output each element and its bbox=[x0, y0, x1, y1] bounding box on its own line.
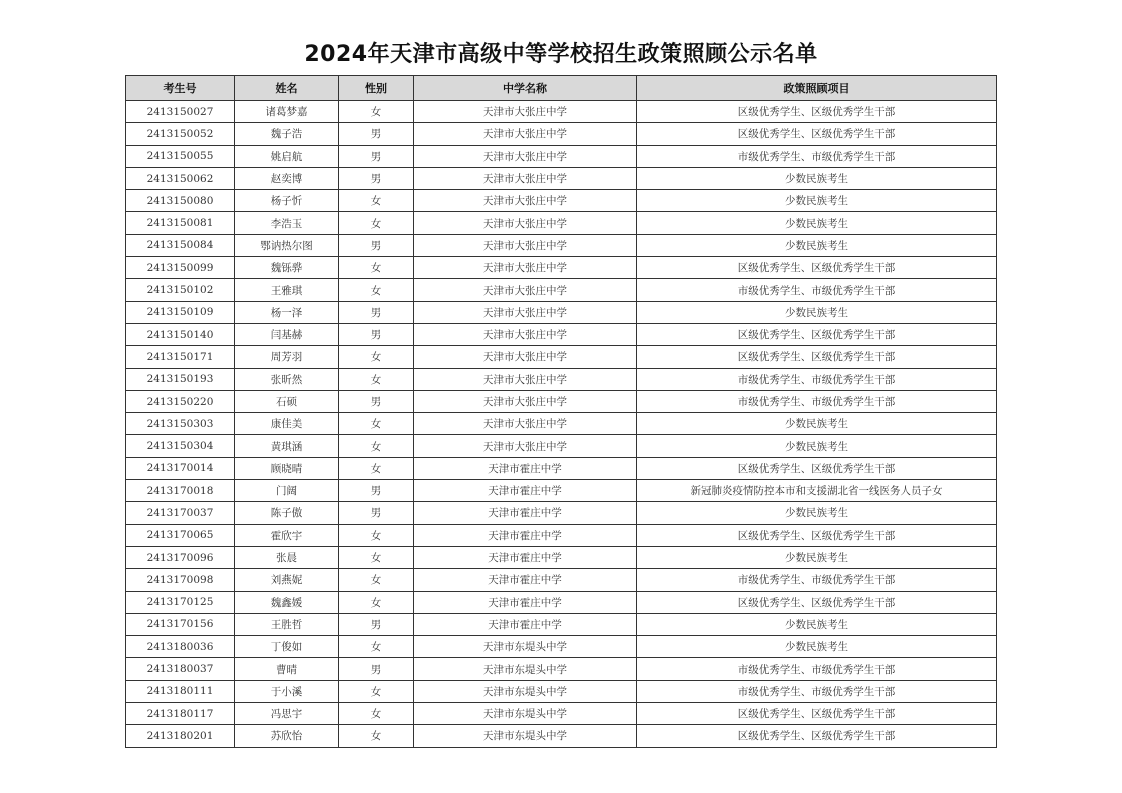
table-body bbox=[126, 101, 997, 748]
cell-school: 天津市大张庄中学 bbox=[414, 101, 637, 123]
cell-school: 天津市东堤头中学 bbox=[414, 636, 637, 658]
cell-name: 石硕 bbox=[235, 390, 339, 412]
cell-school: 天津市大张庄中学 bbox=[414, 323, 637, 345]
cell-name: 赵奕博 bbox=[235, 167, 339, 189]
table-row bbox=[126, 101, 997, 123]
page-title: 2024年天津市高级中等学校招生政策照顾公示名单 bbox=[304, 42, 818, 67]
cell-gender: 女 bbox=[339, 346, 414, 368]
cell-policy: 少数民族考生 bbox=[637, 613, 997, 635]
cell-policy: 市级优秀学生、市级优秀学生干部 bbox=[637, 658, 997, 680]
cell-policy: 少数民族考生 bbox=[637, 435, 997, 457]
cell-policy: 区级优秀学生、区级优秀学生干部 bbox=[637, 591, 997, 613]
cell-name: 苏欣怡 bbox=[235, 725, 339, 747]
cell-school: 天津市大张庄中学 bbox=[414, 145, 637, 167]
cell-exam-id: 2413180036 bbox=[126, 636, 235, 658]
cell-name: 魏子浩 bbox=[235, 123, 339, 145]
cell-name: 门阔 bbox=[235, 480, 339, 502]
cell-exam-id: 2413150304 bbox=[126, 435, 235, 457]
cell-exam-id: 2413170125 bbox=[126, 591, 235, 613]
col-header-name: 姓名 bbox=[235, 76, 339, 101]
cell-gender: 女 bbox=[339, 257, 414, 279]
cell-policy: 少数民族考生 bbox=[637, 546, 997, 568]
cell-exam-id: 2413180111 bbox=[126, 680, 235, 702]
cell-policy: 少数民族考生 bbox=[637, 413, 997, 435]
table-row bbox=[126, 279, 997, 301]
table-row bbox=[126, 257, 997, 279]
cell-gender: 男 bbox=[339, 658, 414, 680]
cell-name: 陈子傲 bbox=[235, 502, 339, 524]
cell-gender: 女 bbox=[339, 524, 414, 546]
cell-policy: 少数民族考生 bbox=[637, 190, 997, 212]
cell-name: 闫基赫 bbox=[235, 323, 339, 345]
cell-policy: 区级优秀学生、区级优秀学生干部 bbox=[637, 457, 997, 479]
cell-policy: 区级优秀学生、区级优秀学生干部 bbox=[637, 323, 997, 345]
cell-school: 天津市东堤头中学 bbox=[414, 680, 637, 702]
table-row bbox=[126, 569, 997, 591]
cell-gender: 女 bbox=[339, 546, 414, 568]
cell-gender: 女 bbox=[339, 435, 414, 457]
table-row bbox=[126, 390, 997, 412]
cell-name: 丁俊如 bbox=[235, 636, 339, 658]
table-row bbox=[126, 346, 997, 368]
cell-exam-id: 2413170098 bbox=[126, 569, 235, 591]
cell-school: 天津市霍庄中学 bbox=[414, 546, 637, 568]
cell-school: 天津市大张庄中学 bbox=[414, 234, 637, 256]
cell-policy: 市级优秀学生、市级优秀学生干部 bbox=[637, 680, 997, 702]
cell-gender: 女 bbox=[339, 591, 414, 613]
table-row bbox=[126, 725, 997, 747]
table-row bbox=[126, 167, 997, 189]
cell-gender: 男 bbox=[339, 301, 414, 323]
table-row bbox=[126, 457, 997, 479]
cell-school: 天津市霍庄中学 bbox=[414, 502, 637, 524]
cell-name: 魏鑫媛 bbox=[235, 591, 339, 613]
cell-name: 曹晴 bbox=[235, 658, 339, 680]
cell-exam-id: 2413170096 bbox=[126, 546, 235, 568]
cell-policy: 区级优秀学生、区级优秀学生干部 bbox=[637, 346, 997, 368]
table-row bbox=[126, 368, 997, 390]
cell-school: 天津市大张庄中学 bbox=[414, 123, 637, 145]
cell-policy: 少数民族考生 bbox=[637, 234, 997, 256]
table-row bbox=[126, 212, 997, 234]
cell-name: 诸葛梦嘉 bbox=[235, 101, 339, 123]
cell-school: 天津市大张庄中学 bbox=[414, 190, 637, 212]
cell-policy: 市级优秀学生、市级优秀学生干部 bbox=[637, 145, 997, 167]
col-header-school: 中学名称 bbox=[414, 76, 637, 101]
cell-name: 杨子忻 bbox=[235, 190, 339, 212]
cell-policy: 新冠肺炎疫情防控本市和支援湖北省一线医务人员子女 bbox=[637, 480, 997, 502]
cell-policy: 少数民族考生 bbox=[637, 167, 997, 189]
cell-gender: 女 bbox=[339, 680, 414, 702]
cell-policy: 区级优秀学生、区级优秀学生干部 bbox=[637, 257, 997, 279]
cell-gender: 女 bbox=[339, 569, 414, 591]
cell-gender: 女 bbox=[339, 703, 414, 725]
cell-school: 天津市东堤头中学 bbox=[414, 703, 637, 725]
cell-school: 天津市霍庄中学 bbox=[414, 613, 637, 635]
cell-gender: 男 bbox=[339, 234, 414, 256]
cell-name: 霍欣宇 bbox=[235, 524, 339, 546]
cell-gender: 男 bbox=[339, 613, 414, 635]
cell-name: 王胜哲 bbox=[235, 613, 339, 635]
cell-exam-id: 2413180117 bbox=[126, 703, 235, 725]
cell-policy: 市级优秀学生、市级优秀学生干部 bbox=[637, 569, 997, 591]
cell-name: 魏铄骅 bbox=[235, 257, 339, 279]
cell-policy: 少数民族考生 bbox=[637, 301, 997, 323]
table-row bbox=[126, 145, 997, 167]
cell-policy: 市级优秀学生、市级优秀学生干部 bbox=[637, 368, 997, 390]
cell-school: 天津市霍庄中学 bbox=[414, 591, 637, 613]
cell-exam-id: 2413170037 bbox=[126, 502, 235, 524]
table-row bbox=[126, 123, 997, 145]
cell-name: 黄琪涵 bbox=[235, 435, 339, 457]
cell-gender: 男 bbox=[339, 390, 414, 412]
cell-exam-id: 2413150171 bbox=[126, 346, 235, 368]
table-row bbox=[126, 680, 997, 702]
cell-gender: 女 bbox=[339, 190, 414, 212]
cell-exam-id: 2413170065 bbox=[126, 524, 235, 546]
cell-school: 天津市大张庄中学 bbox=[414, 435, 637, 457]
cell-school: 天津市大张庄中学 bbox=[414, 390, 637, 412]
cell-school: 天津市霍庄中学 bbox=[414, 524, 637, 546]
col-header-gender: 性别 bbox=[339, 76, 414, 101]
cell-school: 天津市大张庄中学 bbox=[414, 368, 637, 390]
cell-school: 天津市霍庄中学 bbox=[414, 569, 637, 591]
table-row bbox=[126, 546, 997, 568]
cell-school: 天津市大张庄中学 bbox=[414, 167, 637, 189]
cell-exam-id: 2413180201 bbox=[126, 725, 235, 747]
cell-name: 周芳羽 bbox=[235, 346, 339, 368]
cell-exam-id: 2413150109 bbox=[126, 301, 235, 323]
cell-name: 李浩玉 bbox=[235, 212, 339, 234]
cell-name: 张昕然 bbox=[235, 368, 339, 390]
cell-exam-id: 2413150055 bbox=[126, 145, 235, 167]
cell-name: 顾晓晴 bbox=[235, 457, 339, 479]
cell-gender: 男 bbox=[339, 123, 414, 145]
cell-school: 天津市大张庄中学 bbox=[414, 279, 637, 301]
cell-exam-id: 2413150027 bbox=[126, 101, 235, 123]
cell-policy: 区级优秀学生、区级优秀学生干部 bbox=[637, 703, 997, 725]
cell-exam-id: 2413150193 bbox=[126, 368, 235, 390]
cell-name: 康佳美 bbox=[235, 413, 339, 435]
cell-name: 刘燕妮 bbox=[235, 569, 339, 591]
cell-policy: 少数民族考生 bbox=[637, 636, 997, 658]
roster-table bbox=[125, 75, 997, 748]
cell-policy: 少数民族考生 bbox=[637, 212, 997, 234]
cell-name: 冯思宇 bbox=[235, 703, 339, 725]
cell-name: 姚启航 bbox=[235, 145, 339, 167]
cell-name: 杨一泽 bbox=[235, 301, 339, 323]
cell-exam-id: 2413150220 bbox=[126, 390, 235, 412]
table-row bbox=[126, 413, 997, 435]
cell-policy: 区级优秀学生、区级优秀学生干部 bbox=[637, 123, 997, 145]
cell-policy: 区级优秀学生、区级优秀学生干部 bbox=[637, 524, 997, 546]
table-row bbox=[126, 524, 997, 546]
cell-gender: 女 bbox=[339, 457, 414, 479]
cell-school: 天津市大张庄中学 bbox=[414, 301, 637, 323]
cell-school: 天津市霍庄中学 bbox=[414, 480, 637, 502]
cell-policy: 区级优秀学生、区级优秀学生干部 bbox=[637, 725, 997, 747]
col-header-exam-id: 考生号 bbox=[126, 76, 235, 101]
cell-exam-id: 2413150080 bbox=[126, 190, 235, 212]
cell-name: 于小溪 bbox=[235, 680, 339, 702]
cell-exam-id: 2413170014 bbox=[126, 457, 235, 479]
cell-gender: 女 bbox=[339, 212, 414, 234]
table-row bbox=[126, 591, 997, 613]
cell-exam-id: 2413170156 bbox=[126, 613, 235, 635]
cell-exam-id: 2413150081 bbox=[126, 212, 235, 234]
cell-school: 天津市大张庄中学 bbox=[414, 212, 637, 234]
cell-exam-id: 2413150140 bbox=[126, 323, 235, 345]
cell-school: 天津市大张庄中学 bbox=[414, 346, 637, 368]
cell-school: 天津市大张庄中学 bbox=[414, 413, 637, 435]
cell-gender: 男 bbox=[339, 145, 414, 167]
cell-exam-id: 2413150102 bbox=[126, 279, 235, 301]
cell-exam-id: 2413150099 bbox=[126, 257, 235, 279]
cell-school: 天津市霍庄中学 bbox=[414, 457, 637, 479]
cell-gender: 女 bbox=[339, 368, 414, 390]
cell-name: 王雅琪 bbox=[235, 279, 339, 301]
cell-name: 张晨 bbox=[235, 546, 339, 568]
table-row bbox=[126, 480, 997, 502]
col-header-policy: 政策照顾项目 bbox=[637, 76, 997, 101]
cell-gender: 男 bbox=[339, 480, 414, 502]
table-row bbox=[126, 435, 997, 457]
cell-exam-id: 2413150062 bbox=[126, 167, 235, 189]
cell-school: 天津市东堤头中学 bbox=[414, 725, 637, 747]
cell-gender: 男 bbox=[339, 502, 414, 524]
cell-name: 鄂讷热尔图 bbox=[235, 234, 339, 256]
cell-exam-id: 2413150303 bbox=[126, 413, 235, 435]
cell-gender: 男 bbox=[339, 323, 414, 345]
cell-policy: 市级优秀学生、市级优秀学生干部 bbox=[637, 279, 997, 301]
table-row bbox=[126, 502, 997, 524]
table-row bbox=[126, 703, 997, 725]
table-row bbox=[126, 636, 997, 658]
cell-exam-id: 2413180037 bbox=[126, 658, 235, 680]
table-row bbox=[126, 613, 997, 635]
cell-exam-id: 2413150084 bbox=[126, 234, 235, 256]
cell-policy: 少数民族考生 bbox=[637, 502, 997, 524]
table-row bbox=[126, 323, 997, 345]
cell-gender: 女 bbox=[339, 101, 414, 123]
header-row bbox=[126, 76, 997, 101]
cell-gender: 女 bbox=[339, 725, 414, 747]
table-row bbox=[126, 658, 997, 680]
cell-exam-id: 2413170018 bbox=[126, 480, 235, 502]
cell-policy: 区级优秀学生、区级优秀学生干部 bbox=[637, 101, 997, 123]
cell-gender: 男 bbox=[339, 167, 414, 189]
cell-gender: 女 bbox=[339, 279, 414, 301]
cell-gender: 女 bbox=[339, 636, 414, 658]
cell-gender: 女 bbox=[339, 413, 414, 435]
cell-school: 天津市东堤头中学 bbox=[414, 658, 637, 680]
cell-exam-id: 2413150052 bbox=[126, 123, 235, 145]
table-row bbox=[126, 190, 997, 212]
cell-policy: 市级优秀学生、市级优秀学生干部 bbox=[637, 390, 997, 412]
table-row bbox=[126, 234, 997, 256]
cell-school: 天津市大张庄中学 bbox=[414, 257, 637, 279]
table-row bbox=[126, 301, 997, 323]
